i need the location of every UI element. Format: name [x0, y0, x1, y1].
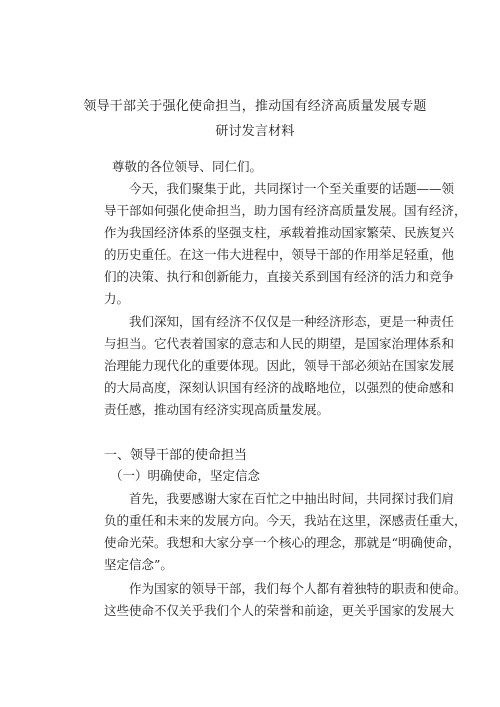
paragraph-line: 今天，我们聚集于此，共同探讨一个至关重要的话题——领	[104, 181, 455, 196]
subsection-heading-1: （一）明确使命，坚定信念	[110, 468, 261, 483]
salutation-text: 尊敬的各位领导、同仁们。	[112, 159, 263, 174]
paragraph-1	[104, 178, 467, 310]
section-heading-1: 一、领导干部的使命担当	[104, 448, 248, 463]
paragraph-line: 作为我国经济体系的坚强支柱，承载着推动国家繁荣、民族复兴	[104, 225, 455, 240]
paragraph-line: 们的决策、执行和创新能力，直接关系到国有经济的活力和竞争	[104, 269, 455, 284]
paragraph-line: 这些使命不仅关乎我们个人的荣誉和前途，更关乎国家的发展大	[104, 603, 455, 618]
paragraph-line: 责任感，推动国有经济实现高质量发展。	[104, 402, 330, 417]
salutation	[104, 156, 434, 178]
paragraph-line: 作为国家的领导干部，我们每个人都有着独特的职责和使命。	[104, 581, 467, 596]
paragraph-line: 力。	[104, 291, 130, 306]
paragraph-line: 负的重任和未来的发展方向。今天，我站在这里，深感责任重大，	[104, 513, 467, 528]
paragraph-line: 的历史重任。在这一伟大进程中，领导干部的作用举足轻重，他	[104, 247, 455, 262]
paragraph-line: 我们深知，国有经济不仅仅是一种经济形态，更是一种责任	[104, 314, 455, 329]
document-title-line-1: 领导干部关于强化使命担当，推动国有经济高质量发展专题	[83, 99, 427, 114]
paragraph-3	[104, 488, 467, 576]
paragraph-line: 与担当。它代表着国家的意志和人民的期望，是国家治理体系和	[104, 336, 455, 351]
paragraph-line: 导干部如何强化使命担当，助力国有经济高质量发展。国有经济，	[104, 203, 467, 218]
paragraph-line: 首先，我要感谢大家在百忙之中抽出时间，共同探讨我们肩	[104, 491, 455, 506]
paragraph-2	[104, 311, 455, 421]
paragraph-line: 使命光荣。我想和大家分享一个核心的理念，那就是“明确使命，	[104, 535, 461, 550]
paragraph-line: 坚定信念”。	[104, 557, 173, 572]
paragraph-line: 治理能力现代化的重要体现。因此，领导干部必须站在国家发展	[104, 358, 455, 373]
document-title-line-2: 研讨发言材料	[215, 124, 295, 139]
paragraph-line: 的大局高度，深刻认识国有经济的战略地位，以强烈的使命感和	[104, 380, 455, 395]
paragraph-4	[104, 578, 467, 622]
